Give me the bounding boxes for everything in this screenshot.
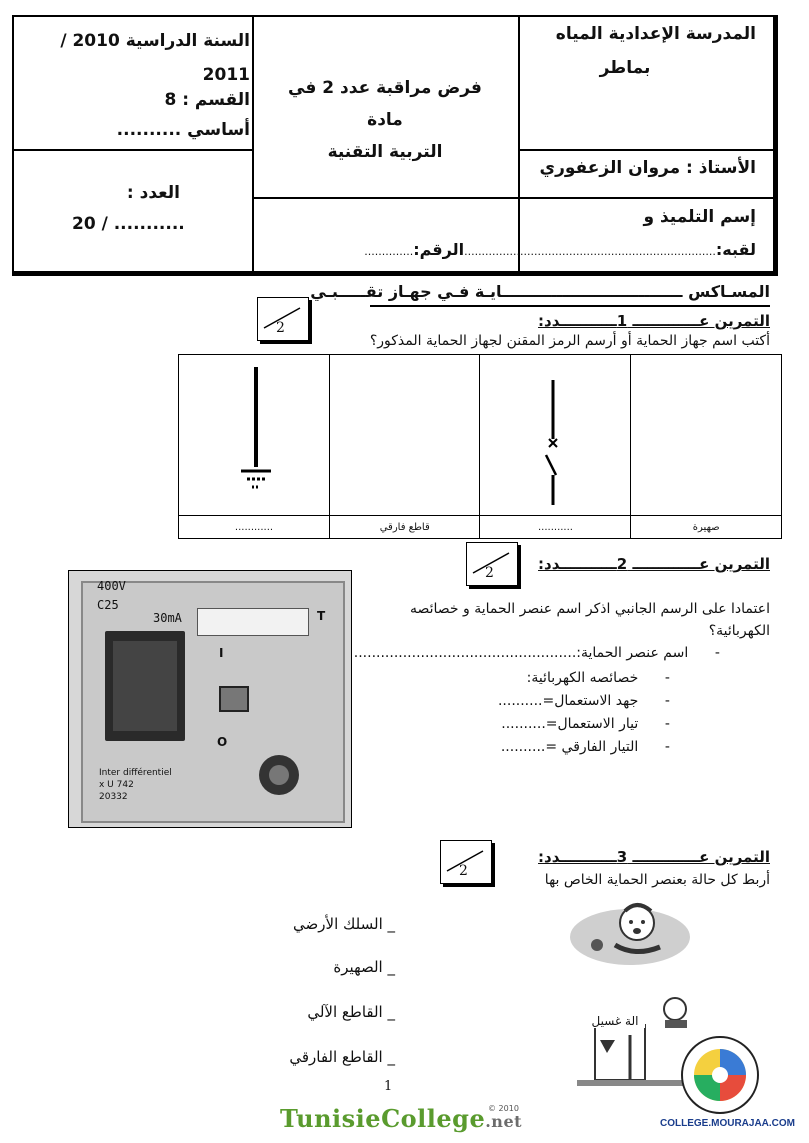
ex2-line-3: - جهد الاستعمال=.......... [497, 693, 670, 709]
page-number: 1 [384, 1079, 393, 1094]
score-1: 2 [276, 320, 285, 336]
brand-name: TunisieCollege [280, 1104, 486, 1133]
caption-cell-4 [631, 516, 782, 539]
brand-line-1: Inter différentiel [99, 768, 172, 778]
status-window [219, 686, 249, 712]
score-2: 2 [485, 565, 494, 581]
caption-3: قاطع فارقي [379, 521, 430, 533]
school-year: السنة الدراسية 2010 / 2011 [60, 31, 250, 85]
school-name: المدرسة الإعدادية المياه [555, 24, 756, 44]
ex2-line-1: - اسم عنصر الحماية:.................................................. [353, 645, 720, 661]
test-title-2: مادة [367, 110, 403, 130]
surname-label: لقبه: [715, 240, 756, 259]
label-current: C25 [97, 598, 119, 612]
score-3: 2 [459, 863, 468, 879]
student-surname-row [340, 240, 756, 259]
ex2-line-1-text: اسم عنصر الحماية:.................................................. [353, 645, 689, 661]
student-name-label: إسم التلميذ و [643, 207, 756, 227]
symbol-cell-earth [179, 355, 330, 516]
label-on: I [219, 646, 224, 660]
ex2-line-4-text: تيار الاستعمال=.......... [501, 716, 639, 732]
match-item-fuse: _ الصهيرة [333, 958, 395, 976]
exercise2-question: اعتمادا على الرسم الجانبي اذكر اسم عنصر الحماية و خصائصه الكهربائية؟ [409, 601, 770, 639]
mouraja-logo [675, 1030, 765, 1120]
ex2-line-5-text: التيار الفارقي =.......... [500, 739, 639, 755]
brand-line-3: 20332 [99, 792, 128, 802]
grade-label: العدد : [126, 183, 180, 203]
number-label: الرقم: [413, 240, 465, 259]
ex2-line-5: - التيار الفارقي =.......... [500, 739, 670, 755]
surname-dots: ........................................................................ [464, 245, 716, 258]
class-label: القسم : 8 [164, 90, 250, 110]
brand-line-2: x U 742 [99, 780, 134, 790]
label-sensitivity: 30mA [153, 611, 182, 625]
copyright: © 2010 [488, 1104, 519, 1113]
match-item-earth: _ السلك الأرضي [293, 915, 395, 933]
test-button-center [269, 765, 289, 785]
caption-cell-2 [330, 516, 480, 539]
rcd-device-image [68, 570, 352, 828]
caption-cell-3 [480, 516, 631, 539]
tunisiecollege-logo [280, 1104, 522, 1133]
exercise1-question: أكتب اسم جهاز الحماية أو أرسم الرمز المقنن لجهاز الحماية المذكور؟ [369, 333, 770, 349]
site-url: COLLEGE.MOURAJAA.COM [660, 1118, 795, 1129]
section-title: المسـاكس ـــــــــــــــــــــــــــــــــايـة فـي جهـاز تقـــــبـي [310, 282, 770, 301]
symbol-cell-switch [480, 355, 631, 516]
symbol-cell-empty-2 [631, 355, 782, 516]
caption-4: ............ [234, 521, 274, 533]
match-item-rcd: _ القاطع الفارقي [289, 1048, 395, 1066]
section-underline [370, 305, 770, 307]
label-test: T [317, 609, 326, 623]
symbol-cell-empty-1 [330, 355, 480, 516]
breaker-symbol-icon [480, 355, 630, 511]
class-value: أساسي .......... [116, 120, 250, 140]
symbols-table [178, 354, 782, 539]
exercise2-title: التمرين عـــــــــــــ 2ـــــــــــدد: [538, 555, 770, 573]
grade-value: 20 / ........... [72, 214, 185, 234]
label-voltage: 400V [97, 579, 126, 593]
caption-cell-1 [179, 516, 330, 539]
ex2-line-2: - خصائصه الكهربائية: [526, 670, 670, 686]
caption-2: ........... [538, 521, 573, 533]
ex2-line-2-text: خصائصه الكهربائية: [526, 670, 639, 686]
exercise3-question: أربط كل حالة بعنصر الحماية الخاص بها [544, 872, 770, 888]
rating-plate [197, 608, 309, 636]
ex2-line-3-text: جهد الاستعمال=.......... [497, 693, 639, 709]
test-title-3: التربية التقنية [327, 142, 443, 162]
ex2-line-4: - تيار الاستعمال=.......... [501, 716, 670, 732]
electric-shock-image [565, 895, 695, 970]
earth-symbol-icon [179, 355, 329, 511]
score-box-2 [466, 542, 518, 586]
caption-1: صهيرة [692, 521, 720, 533]
number-dots: .............. [364, 245, 414, 258]
teacher-name: الأستاذ : مروان الزعفوري [539, 158, 756, 178]
label-off: O [217, 735, 228, 749]
washer-label: الة غسيل [585, 1014, 645, 1028]
exercise1-title: التمرين عـــــــــــــ 1ـــــــــــدد: [538, 312, 770, 330]
school-town: بماطر [599, 58, 651, 78]
match-item-breaker: _ القاطع الآلي [307, 1003, 395, 1021]
exercise3-title: التمرين عـــــــــــــ 3ـــــــــــدد: [538, 848, 770, 866]
test-title-1: فرض مراقبة عدد 2 في [288, 78, 482, 98]
device-brand-text [99, 767, 172, 803]
brand-suffix: .net [485, 1112, 523, 1131]
toggle-lever-face [113, 641, 177, 731]
